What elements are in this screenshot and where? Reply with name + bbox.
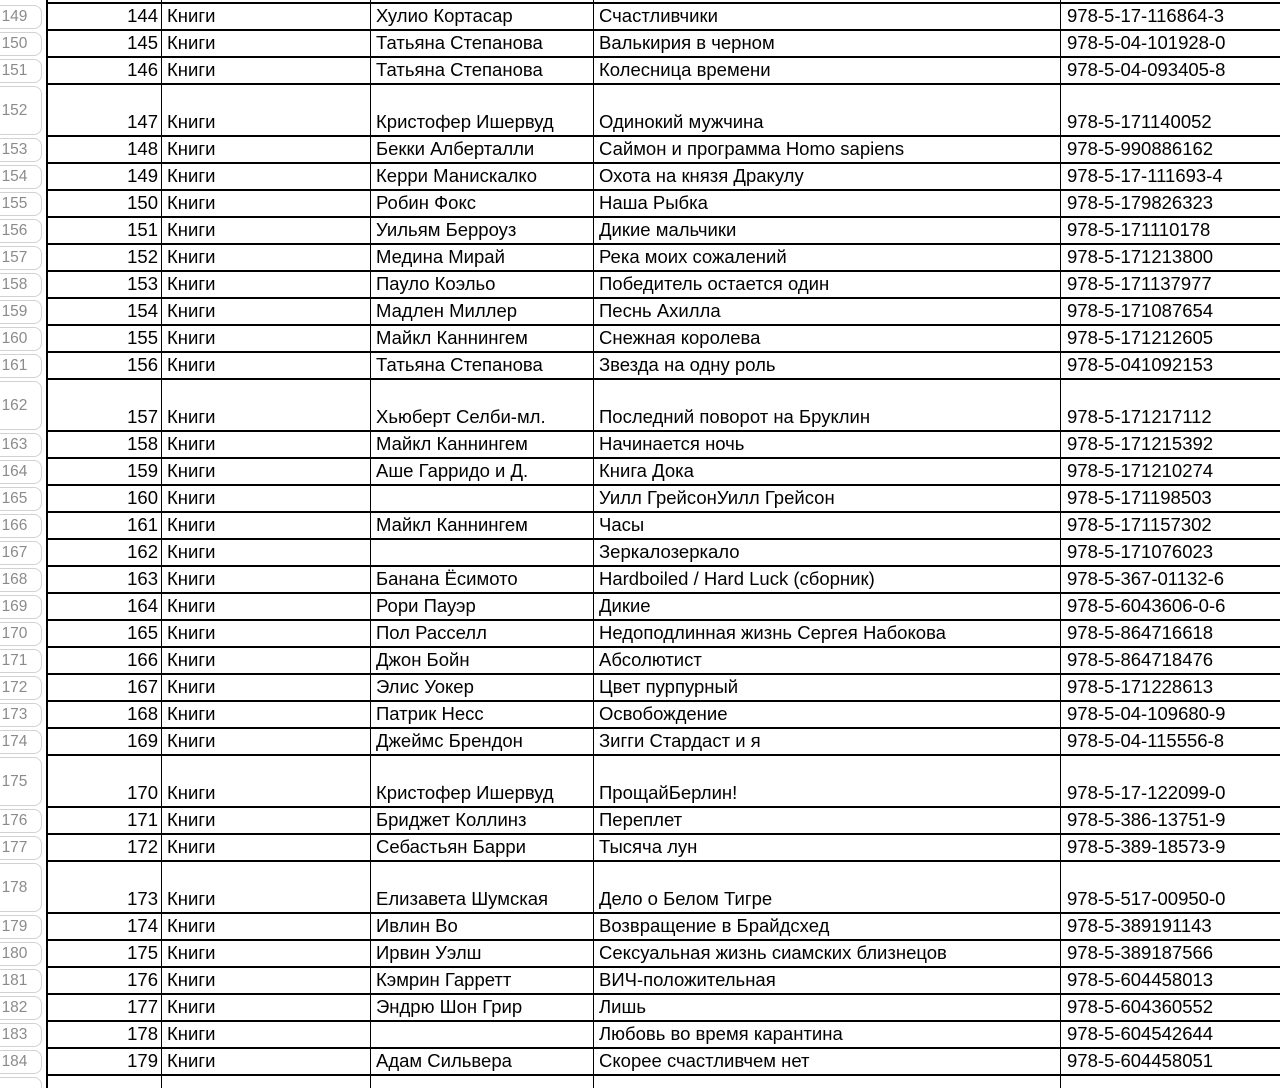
table-row	[46, 513, 1280, 540]
row-number-tab[interactable]: 160	[0, 327, 42, 351]
cell-author[interactable]	[371, 540, 594, 565]
cell-isbn[interactable]: 978-5-04-093405-8	[1067, 59, 1226, 81]
table-row	[46, 326, 1280, 353]
cell-title[interactable]: Песнь Ахилла	[594, 299, 1061, 324]
cell-id[interactable]: 154	[48, 299, 162, 324]
cell-author[interactable]	[371, 1076, 594, 1088]
cell-isbn[interactable]: 978-5-171140052	[1067, 111, 1212, 133]
cell-author[interactable]: Элис Уокер	[371, 675, 594, 700]
cell-title[interactable]: Саймон и программа Homo sapiens	[594, 137, 1061, 162]
cell-isbn[interactable]: 978-5-6043606-0-6	[1067, 595, 1226, 617]
cell-id[interactable]: 144	[48, 4, 162, 29]
row-number-tab[interactable]: 178	[0, 863, 42, 912]
row-number-tab[interactable]: 184	[0, 1050, 42, 1074]
cell-id[interactable]: 166	[48, 648, 162, 673]
row-number-tab[interactable]: 155	[0, 192, 42, 216]
row-header-gutter	[0, 0, 46, 1088]
cell-isbn[interactable]: 978-5-17-116864-3	[1067, 5, 1225, 27]
cell-category[interactable]: Книги	[162, 756, 371, 806]
cell-isbn[interactable]: 978-5-389191143	[1067, 915, 1212, 937]
table-row	[46, 459, 1280, 486]
cell-category[interactable]: Книги	[162, 835, 371, 860]
cell-title[interactable]: Река моих сожалений	[594, 245, 1061, 270]
table-row	[46, 137, 1280, 164]
cell-isbn[interactable]: 978-5-17-122099-0	[1067, 782, 1226, 804]
cell-id[interactable]: 159	[48, 459, 162, 484]
cell-title[interactable]: Начинается ночь	[594, 432, 1061, 457]
row-number-tab[interactable]: 167	[0, 541, 42, 565]
cell-title[interactable]: ВИЧ-положительная	[594, 968, 1061, 993]
cell-title[interactable]: Охота на князя Дракулу	[594, 164, 1061, 189]
cell-author[interactable]: Мадлен Миллер	[371, 299, 594, 324]
table-row	[46, 729, 1280, 756]
cell-author[interactable]: Джеймс Брендон	[371, 729, 594, 754]
cell-id[interactable]: 171	[48, 808, 162, 833]
cell-author[interactable]: Кристофер Ишервуд	[371, 85, 594, 135]
cell-category[interactable]: Книги	[162, 675, 371, 700]
cell-author[interactable]: Керри Манискалко	[371, 164, 594, 189]
row-number-tab[interactable]: 162	[0, 381, 42, 430]
table-row	[46, 941, 1280, 968]
cell-id[interactable]: 179	[48, 1049, 162, 1074]
cell-id[interactable]: 146	[48, 58, 162, 83]
cell-title[interactable]: Абсолютист	[594, 648, 1061, 673]
cell-author[interactable]: Бекки Алберталли	[371, 137, 594, 162]
cell-title[interactable]: Цвет пурпурный	[594, 675, 1061, 700]
cell-category[interactable]: Книги	[162, 941, 371, 966]
cell-author[interactable]: Банана Ёсимото	[371, 567, 594, 592]
cell-category[interactable]: Книги	[162, 4, 371, 29]
cell-category[interactable]: Книги	[162, 380, 371, 430]
row-number-tab-partial[interactable]	[0, 1077, 42, 1088]
cell-category[interactable]: Книги	[162, 808, 371, 833]
table-row	[46, 567, 1280, 594]
table-row	[46, 191, 1280, 218]
cell-isbn[interactable]: 978-5-171210274	[1067, 460, 1214, 482]
cell-isbn[interactable]: 978-5-604458051	[1067, 1050, 1214, 1072]
cell-isbn[interactable]: 978-5-517-00950-0	[1067, 888, 1226, 910]
cell-id[interactable]	[48, 1076, 162, 1088]
cell-title[interactable]: Освобождение	[594, 702, 1061, 727]
table-row	[46, 58, 1280, 85]
cell-id[interactable]: 157	[48, 380, 162, 430]
cell-category[interactable]: Книги	[162, 326, 371, 351]
cell-author[interactable]: Ивлин Во	[371, 914, 594, 939]
cell-title[interactable]: Лишь	[594, 995, 1061, 1020]
table-row	[46, 432, 1280, 459]
cell-isbn[interactable]: 978-5-171215392	[1067, 433, 1214, 455]
row-number-tab[interactable]: 159	[0, 300, 42, 324]
cell-title[interactable]: Дело о Белом Тигре	[594, 862, 1061, 912]
cell-category[interactable]: Книги	[162, 459, 371, 484]
table-row	[46, 245, 1280, 272]
cell-title[interactable]	[594, 1076, 1061, 1088]
cell-category[interactable]: Книги	[162, 1049, 371, 1074]
row-number-tab[interactable]: 156	[0, 219, 42, 243]
table-row	[46, 621, 1280, 648]
cell-isbn[interactable]: 978-5-171157302	[1067, 514, 1212, 536]
cell-author[interactable]: Майкл Каннингем	[371, 513, 594, 538]
cell-category[interactable]: Книги	[162, 245, 371, 270]
cell-id[interactable]: 150	[48, 191, 162, 216]
cell-isbn[interactable]: 978-5-171217112	[1067, 406, 1212, 428]
cell-id	[48, 0, 162, 2]
row-number-tab[interactable]: 172	[0, 676, 42, 700]
cell-author[interactable]: Уильям Берроуз	[371, 218, 594, 243]
cell-title[interactable]: Счастливчики	[594, 4, 1061, 29]
row-number-tab[interactable]: 166	[0, 514, 42, 538]
table-row	[46, 1049, 1280, 1076]
cell-isbn[interactable]: 978-5-171137977	[1067, 273, 1212, 295]
cell-author[interactable]: Татьяна Степанова	[371, 31, 594, 56]
row-number-tab[interactable]: 182	[0, 996, 42, 1020]
cell-title[interactable]: Hardboiled / Hard Luck (сборник)	[594, 567, 1061, 592]
cell-category[interactable]	[162, 1076, 371, 1088]
row-number-tab[interactable]: 150	[0, 32, 42, 56]
cell-category[interactable]: Книги	[162, 513, 371, 538]
cell-isbn[interactable]: 978-5-389187566	[1067, 942, 1214, 964]
cell-author[interactable]: Джон Бойн	[371, 648, 594, 673]
cell-category[interactable]: Книги	[162, 1022, 371, 1047]
cell-isbn[interactable]: 978-5-179826323	[1067, 192, 1214, 214]
table-row	[46, 995, 1280, 1022]
table-row	[46, 914, 1280, 941]
cell-title	[594, 0, 1061, 2]
cell-title[interactable]: Валькирия в черном	[594, 31, 1061, 56]
cell-author[interactable]: Медина Мирай	[371, 245, 594, 270]
row-number-tab[interactable]: 171	[0, 649, 42, 673]
cell-id[interactable]: 151	[48, 218, 162, 243]
cell-category[interactable]: Книги	[162, 432, 371, 457]
cell-title[interactable]: Сексуальная жизнь сиамских близнецов	[594, 941, 1061, 966]
row-number-tab[interactable]: 154	[0, 165, 42, 189]
cell-isbn[interactable]: 978-5-04-101928-0	[1067, 32, 1226, 54]
cell-isbn[interactable]: 978-5-386-13751-9	[1067, 809, 1226, 831]
cell-author[interactable]: Робин Фокс	[371, 191, 594, 216]
cell-category[interactable]: Книги	[162, 272, 371, 297]
cell-id[interactable]: 161	[48, 513, 162, 538]
cell-title[interactable]: Снежная королева	[594, 326, 1061, 351]
cell-category[interactable]: Книги	[162, 164, 371, 189]
table-row	[46, 675, 1280, 702]
cell-id[interactable]: 155	[48, 326, 162, 351]
cell-title[interactable]: Любовь во время карантина	[594, 1022, 1061, 1047]
cell-id[interactable]: 168	[48, 702, 162, 727]
row-number-tab[interactable]: 183	[0, 1023, 42, 1047]
table-row	[46, 486, 1280, 513]
table-row	[46, 862, 1280, 914]
cell-category[interactable]: Книги	[162, 218, 371, 243]
cell-title[interactable]: ПрощайБерлин!	[594, 756, 1061, 806]
cell-id[interactable]: 153	[48, 272, 162, 297]
cell-id[interactable]: 173	[48, 862, 162, 912]
cell-id[interactable]: 145	[48, 31, 162, 56]
table-row	[46, 218, 1280, 245]
table-row	[46, 353, 1280, 380]
row-number-tab[interactable]: 175	[0, 757, 42, 806]
cell-isbn[interactable]: 978-5-171228613	[1067, 676, 1214, 698]
row-number-tab[interactable]: 149	[0, 5, 42, 29]
cell-isbn[interactable]: 978-5-367-01132-6	[1067, 568, 1225, 590]
cell-author[interactable]: Ирвин Уэлш	[371, 941, 594, 966]
row-number-tab[interactable]: 153	[0, 138, 42, 162]
table-row	[46, 272, 1280, 299]
table-row	[46, 648, 1280, 675]
cell-id[interactable]: 162	[48, 540, 162, 565]
cell-author[interactable]: Кристофер Ишервуд	[371, 756, 594, 806]
cell-title[interactable]: Недоподлинная жизнь Сергея Набокова	[594, 621, 1061, 646]
cell-isbn[interactable]: 978-5-171076023	[1067, 541, 1214, 563]
cell-category[interactable]: Книги	[162, 137, 371, 162]
cell-title[interactable]: Скорее счастливчем нет	[594, 1049, 1061, 1074]
cell-category	[162, 0, 371, 2]
cell-title[interactable]: Дикие мальчики	[594, 218, 1061, 243]
cell-category[interactable]: Книги	[162, 648, 371, 673]
cell-isbn[interactable]: 978-5-04-109680-9	[1067, 703, 1226, 725]
cell-category[interactable]: Книги	[162, 862, 371, 912]
cell-author[interactable]: Кэмрин Гарретт	[371, 968, 594, 993]
row-number-tab[interactable]: 174	[0, 730, 42, 754]
cell-id[interactable]: 149	[48, 164, 162, 189]
cell-author[interactable]: Татьяна Степанова	[371, 353, 594, 378]
table-row	[46, 835, 1280, 862]
cell-id[interactable]: 160	[48, 486, 162, 511]
cell-isbn[interactable]: 978-5-171087654	[1067, 300, 1214, 322]
row-number-tab[interactable]: 157	[0, 246, 42, 270]
row-number-tab[interactable]: 179	[0, 915, 42, 939]
cell-title[interactable]: Зигги Стардаст и я	[594, 729, 1061, 754]
cell-category[interactable]: Книги	[162, 594, 371, 619]
cell-id[interactable]: 163	[48, 567, 162, 592]
cell-id[interactable]: 148	[48, 137, 162, 162]
cell-author[interactable]: Бриджет Коллинз	[371, 808, 594, 833]
cell-title[interactable]: Звезда на одну роль	[594, 353, 1061, 378]
cell-id[interactable]: 172	[48, 835, 162, 860]
cell-isbn[interactable]	[1061, 1076, 1280, 1088]
cell-id[interactable]: 167	[48, 675, 162, 700]
table-row	[46, 968, 1280, 995]
cell-id[interactable]: 164	[48, 594, 162, 619]
cell-category[interactable]: Книги	[162, 540, 371, 565]
table-row	[46, 164, 1280, 191]
cell-category[interactable]: Книги	[162, 353, 371, 378]
cell-category[interactable]: Книги	[162, 31, 371, 56]
cell-id[interactable]: 165	[48, 621, 162, 646]
row-number-tab[interactable]: 180	[0, 942, 42, 966]
table-grid	[46, 0, 1280, 1088]
cell-author[interactable]: Хулио Кортасар	[371, 4, 594, 29]
table-row	[46, 756, 1280, 808]
cell-author[interactable]: Патрик Несс	[371, 702, 594, 727]
cell-isbn[interactable]: 978-5-604458013	[1067, 969, 1214, 991]
cell-isbn[interactable]: 978-5-04-115556-8	[1067, 730, 1225, 752]
cell-title[interactable]: Уилл ГрейсонУилл Грейсон	[594, 486, 1061, 511]
cell-category[interactable]: Книги	[162, 191, 371, 216]
table-row	[46, 4, 1280, 31]
cell-title[interactable]: Книга Дока	[594, 459, 1061, 484]
cell-isbn[interactable]: 978-5-604542644	[1067, 1023, 1214, 1045]
cell-id[interactable]: 170	[48, 756, 162, 806]
cell-category[interactable]: Книги	[162, 567, 371, 592]
table-row	[46, 299, 1280, 326]
cell-category[interactable]: Книги	[162, 914, 371, 939]
table-row	[46, 540, 1280, 567]
cell-category[interactable]: Книги	[162, 702, 371, 727]
cell-title[interactable]: Тысяча лун	[594, 835, 1061, 860]
cell-title[interactable]: Наша Рыбка	[594, 191, 1061, 216]
cell-category[interactable]: Книги	[162, 995, 371, 1020]
cell-isbn	[1061, 0, 1280, 2]
cell-title[interactable]: Колесница времени	[594, 58, 1061, 83]
cell-author[interactable]	[371, 486, 594, 511]
cell-title[interactable]: Возвращение в Брайдсхед	[594, 914, 1061, 939]
cell-title[interactable]: Дикие	[594, 594, 1061, 619]
cell-author[interactable]	[371, 1022, 594, 1047]
cell-author[interactable]: Майкл Каннингем	[371, 432, 594, 457]
cell-title[interactable]: Часы	[594, 513, 1061, 538]
row-number-tab[interactable]: 181	[0, 969, 42, 993]
table-row	[46, 31, 1280, 58]
partial-row-bottom	[46, 1076, 1280, 1088]
cell-isbn[interactable]: 978-5-171212605	[1067, 327, 1214, 349]
cell-author[interactable]: Хьюберт Селби-мл.	[371, 380, 594, 430]
cell-isbn[interactable]: 978-5-604360552	[1067, 996, 1214, 1018]
row-number-tab[interactable]: 173	[0, 703, 42, 727]
row-number-tab[interactable]: 158	[0, 273, 42, 297]
cell-author[interactable]: Рори Пауэр	[371, 594, 594, 619]
cell-category[interactable]: Книги	[162, 58, 371, 83]
cell-category[interactable]: Книги	[162, 968, 371, 993]
cell-id[interactable]: 175	[48, 941, 162, 966]
table-row	[46, 1022, 1280, 1049]
cell-title[interactable]: Зеркалозеркало	[594, 540, 1061, 565]
cell-author	[371, 0, 594, 2]
table-rows	[46, 4, 1280, 1076]
row-number-tab[interactable]: 163	[0, 433, 42, 457]
row-number-tab[interactable]: 151	[0, 59, 42, 83]
cell-category[interactable]: Книги	[162, 621, 371, 646]
cell-isbn[interactable]: 978-5-171110178	[1067, 219, 1211, 241]
cell-author[interactable]: Себастьян Барри	[371, 835, 594, 860]
row-number-tab[interactable]: 176	[0, 809, 42, 833]
cell-author[interactable]: Пол Расселл	[371, 621, 594, 646]
table-row	[46, 702, 1280, 729]
cell-author[interactable]: Майкл Каннингем	[371, 326, 594, 351]
cell-title[interactable]: Одинокий мужчина	[594, 85, 1061, 135]
row-number-tab[interactable]: 161	[0, 354, 42, 378]
row-number-tab[interactable]: 169	[0, 595, 42, 619]
cell-id[interactable]: 177	[48, 995, 162, 1020]
row-number-tab[interactable]: 164	[0, 460, 42, 484]
row-number-tab[interactable]: 170	[0, 622, 42, 646]
table-row	[46, 808, 1280, 835]
row-number-tab[interactable]: 152	[0, 86, 42, 135]
cell-author[interactable]: Эндрю Шон Грир	[371, 995, 594, 1020]
cell-isbn[interactable]: 978-5-389-18573-9	[1067, 836, 1226, 858]
cell-isbn[interactable]: 978-5-864718476	[1067, 649, 1214, 671]
cell-id[interactable]: 174	[48, 914, 162, 939]
cell-author[interactable]: Татьяна Степанова	[371, 58, 594, 83]
cell-id[interactable]: 152	[48, 245, 162, 270]
cell-isbn[interactable]: 978-5-990886162	[1067, 138, 1214, 160]
cell-isbn[interactable]: 978-5-171198503	[1067, 487, 1212, 509]
cell-id[interactable]: 176	[48, 968, 162, 993]
cell-category[interactable]: Книги	[162, 299, 371, 324]
cell-isbn[interactable]: 978-5-864716618	[1067, 622, 1214, 644]
cell-category[interactable]: Книги	[162, 486, 371, 511]
cell-title[interactable]: Последний поворот на Бруклин	[594, 380, 1061, 430]
cell-category[interactable]: Книги	[162, 85, 371, 135]
cell-id[interactable]: 156	[48, 353, 162, 378]
cell-isbn[interactable]: 978-5-171213800	[1067, 246, 1214, 268]
cell-id[interactable]: 169	[48, 729, 162, 754]
cell-author[interactable]: Аше Гарридо и Д.	[371, 459, 594, 484]
cell-author[interactable]: Елизавета Шумская	[371, 862, 594, 912]
table-row	[46, 594, 1280, 621]
cell-category[interactable]: Книги	[162, 729, 371, 754]
cell-id[interactable]: 158	[48, 432, 162, 457]
table-row	[46, 85, 1280, 137]
cell-author[interactable]: Пауло Коэльо	[371, 272, 594, 297]
cell-isbn[interactable]: 978-5-17-111693-4	[1067, 165, 1223, 187]
cell-title[interactable]: Победитель остается один	[594, 272, 1061, 297]
row-number-tab[interactable]: 168	[0, 568, 42, 592]
cell-id[interactable]: 178	[48, 1022, 162, 1047]
cell-author[interactable]: Адам Сильвера	[371, 1049, 594, 1074]
row-number-tab[interactable]: 165	[0, 487, 42, 511]
cell-title[interactable]: Переплет	[594, 808, 1061, 833]
cell-isbn[interactable]: 978-5-041092153	[1067, 354, 1214, 376]
row-number-tab[interactable]: 177	[0, 836, 42, 860]
table-row	[46, 380, 1280, 432]
cell-id[interactable]: 147	[48, 85, 162, 135]
